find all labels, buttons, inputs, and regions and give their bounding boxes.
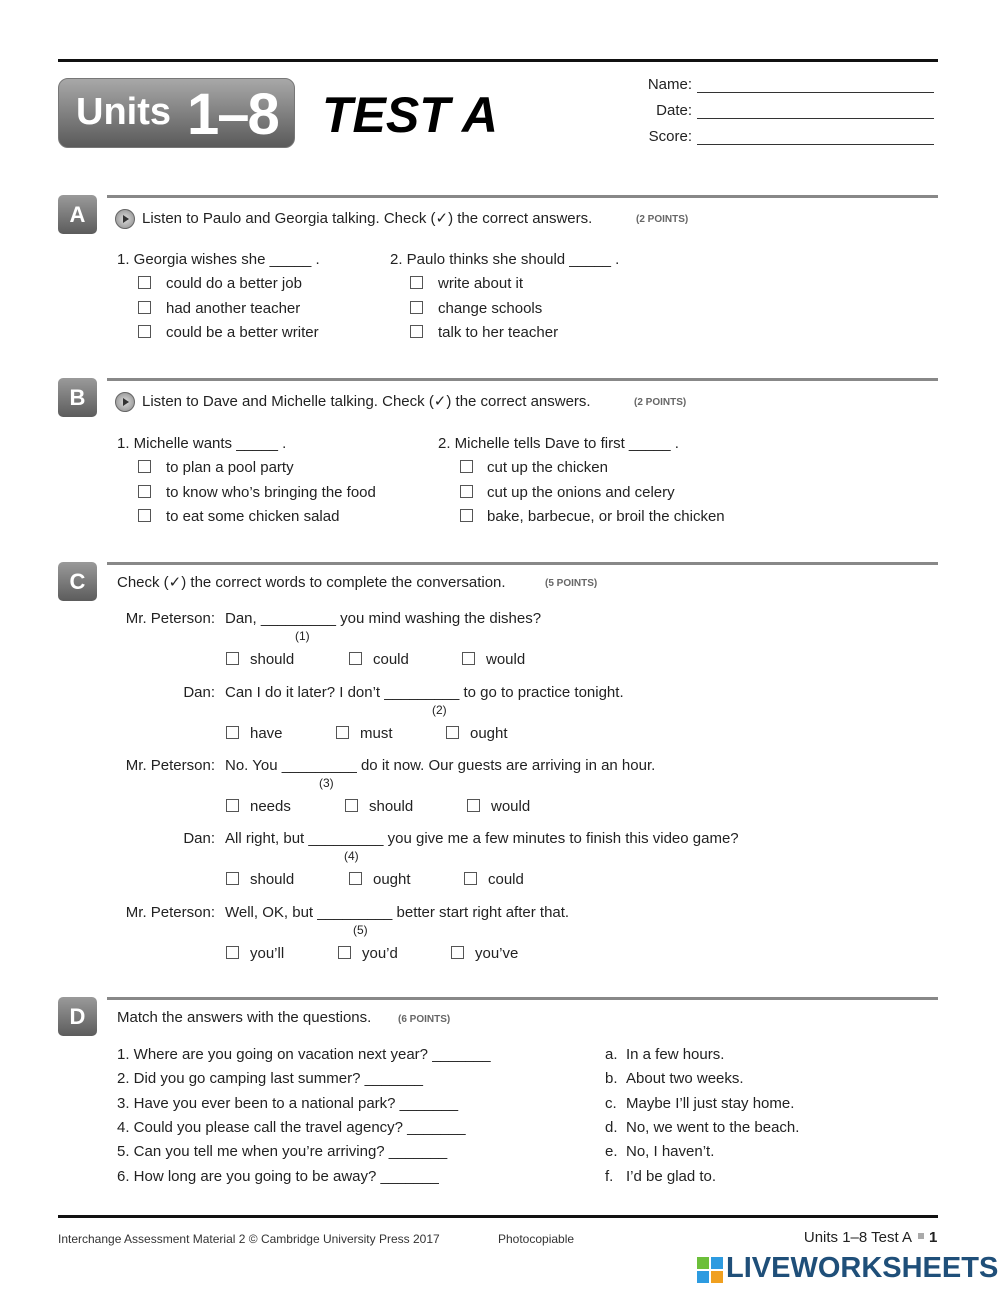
answer-letter: c. — [605, 1095, 617, 1112]
answer-option: should — [250, 651, 295, 668]
units-badge — [58, 78, 295, 148]
answer-option: could — [373, 651, 409, 668]
answer-checkbox[interactable] — [138, 301, 151, 314]
conversation-line: All right, but _________ you give me a few minutes to finish this video game? — [225, 830, 739, 847]
speaker-label: Dan: — [183, 830, 215, 847]
section-badge-d: D — [58, 997, 97, 1036]
answer-letter: e. — [605, 1143, 618, 1160]
section-points: (6 POINTS) — [398, 1014, 451, 1025]
answer-checkbox[interactable] — [451, 946, 464, 959]
match-answer: In a few hours. — [626, 1046, 725, 1063]
name-field[interactable] — [697, 92, 934, 93]
answer-option: have — [250, 725, 283, 742]
answer-option: had another teacher — [166, 300, 301, 317]
answer-option: to eat some chicken salad — [166, 508, 340, 525]
answer-option: bake, barbecue, or broil the chicken — [487, 508, 725, 525]
answer-checkbox[interactable] — [226, 799, 239, 812]
match-answer: No, we went to the beach. — [626, 1119, 800, 1136]
answer-option: could — [488, 871, 524, 888]
match-question: 1. Where are you going on vacation next year? _______ — [117, 1046, 491, 1063]
answer-checkbox[interactable] — [446, 726, 459, 739]
conversation-line: Can I do it later? I don’t _________ to go to practice tonight. — [225, 684, 624, 701]
conversation-line: Dan, _________ you mind washing the dishes? — [225, 610, 542, 627]
separator-square — [918, 1233, 924, 1239]
blank-number: (1) — [295, 629, 310, 643]
question-prompt: 1. Michelle wants _____ . — [117, 435, 287, 452]
units-word: Units — [76, 91, 171, 133]
units-range: 1–8 — [187, 82, 278, 147]
match-answer: Maybe I’ll just stay home. — [626, 1095, 795, 1112]
answer-checkbox[interactable] — [226, 946, 239, 959]
section-points: (2 POINTS) — [636, 214, 689, 225]
answer-checkbox[interactable] — [462, 652, 475, 665]
answer-letter: f. — [605, 1168, 614, 1185]
answer-option: needs — [250, 798, 291, 815]
score-field[interactable] — [697, 144, 934, 145]
section-instruction: Listen to Dave and Michelle talking. Check (✓) the correct answers. — [142, 393, 591, 410]
date-field[interactable] — [697, 118, 934, 119]
section-instruction: Check (✓) the correct words to complete the conversation. — [117, 574, 506, 591]
answer-option: talk to her teacher — [438, 324, 559, 341]
footer-rule — [58, 1215, 938, 1218]
copyright: Interchange Assessment Material 2 © Cambridge University Press 2017 — [58, 1232, 440, 1246]
match-question: 6. How long are you going to be away? _______ — [117, 1168, 439, 1185]
answer-option: ought — [470, 725, 508, 742]
match-answer: I’d be glad to. — [626, 1168, 717, 1185]
question-prompt: 2. Michelle tells Dave to first _____ . — [438, 435, 679, 452]
answer-checkbox[interactable] — [349, 652, 362, 665]
section-points: (5 POINTS) — [545, 578, 598, 589]
answer-checkbox[interactable] — [410, 276, 423, 289]
blank-number: (5) — [353, 923, 368, 937]
audio-play-icon[interactable] — [115, 209, 135, 229]
answer-checkbox[interactable] — [226, 872, 239, 885]
answer-checkbox[interactable] — [138, 509, 151, 522]
section-rule — [107, 195, 938, 198]
answer-option: cut up the chicken — [487, 459, 608, 476]
answer-checkbox[interactable] — [410, 301, 423, 314]
blank-number: (2) — [432, 703, 447, 717]
photocopiable: Photocopiable — [498, 1232, 575, 1246]
answer-letter: b. — [605, 1070, 618, 1087]
answer-option: must — [360, 725, 393, 742]
match-question: 3. Have you ever been to a national park? _______ — [117, 1095, 459, 1112]
answer-checkbox[interactable] — [138, 276, 151, 289]
section-instruction: Match the answers with the questions. — [117, 1009, 372, 1026]
match-question: 2. Did you go camping last summer? _______ — [117, 1070, 424, 1087]
answer-option: to plan a pool party — [166, 459, 294, 476]
speaker-label: Dan: — [183, 684, 215, 701]
section-instruction: Listen to Paulo and Georgia talking. Check (✓) the correct answers. — [142, 210, 593, 227]
conversation-line: Well, OK, but _________ better start right after that. — [225, 904, 570, 921]
answer-checkbox[interactable] — [410, 325, 423, 338]
section-points: (2 POINTS) — [634, 397, 687, 408]
section-rule — [107, 378, 938, 381]
section-rule — [107, 997, 938, 1000]
score-label: Score: — [648, 128, 692, 145]
answer-checkbox[interactable] — [467, 799, 480, 812]
answer-option: would — [486, 651, 526, 668]
match-question: 5. Can you tell me when you’re arriving? _______ — [117, 1143, 448, 1160]
answer-checkbox[interactable] — [138, 325, 151, 338]
answer-checkbox[interactable] — [226, 726, 239, 739]
answer-option: you’ll — [250, 945, 285, 962]
answer-checkbox[interactable] — [345, 799, 358, 812]
section-badge-a: A — [58, 195, 97, 234]
speaker-label: Mr. Peterson: — [125, 610, 215, 627]
top-rule — [58, 59, 938, 62]
answer-option: write about it — [438, 275, 524, 292]
speaker-label: Mr. Peterson: — [125, 757, 215, 774]
liveworksheets-logo: LIVEWORKSHEETS — [726, 1252, 999, 1284]
answer-checkbox[interactable] — [138, 460, 151, 473]
conversation-line: No. You _________ do it now. Our guests are arriving in an hour. — [225, 757, 656, 774]
answer-option: could be a better writer — [166, 324, 319, 341]
speaker-label: Mr. Peterson: — [125, 904, 215, 921]
audio-play-icon[interactable] — [115, 392, 135, 412]
answer-option: change schools — [438, 300, 543, 317]
page-number: 1 — [929, 1229, 938, 1246]
match-answer: No, I haven’t. — [626, 1143, 715, 1160]
test-title: TEST A — [322, 87, 498, 143]
match-question: 4. Could you please call the travel agency? _______ — [117, 1119, 466, 1136]
blank-number: (4) — [344, 849, 359, 863]
answer-checkbox[interactable] — [349, 872, 362, 885]
answer-checkbox[interactable] — [138, 485, 151, 498]
answer-option: should — [250, 871, 295, 888]
answer-letter: a. — [605, 1046, 618, 1063]
date-label: Date: — [656, 102, 692, 119]
answer-checkbox[interactable] — [336, 726, 349, 739]
question-prompt: 2. Paulo thinks she should _____ . — [390, 251, 620, 268]
answer-checkbox[interactable] — [338, 946, 351, 959]
answer-checkbox[interactable] — [460, 460, 473, 473]
section-badge-c: C — [58, 562, 97, 601]
answer-option: you’ve — [475, 945, 519, 962]
page-label: Units 1–8 Test A — [803, 1229, 912, 1246]
blank-number: (3) — [319, 776, 334, 790]
answer-letter: d. — [605, 1119, 618, 1136]
answer-option: would — [491, 798, 531, 815]
liveworksheets-logo-icon — [697, 1257, 723, 1283]
answer-checkbox[interactable] — [460, 509, 473, 522]
answer-option: should — [369, 798, 414, 815]
name-label: Name: — [647, 76, 692, 93]
match-answer: About two weeks. — [626, 1070, 744, 1087]
answer-checkbox[interactable] — [226, 652, 239, 665]
answer-option: you’d — [362, 945, 398, 962]
answer-checkbox[interactable] — [460, 485, 473, 498]
question-prompt: 1. Georgia wishes she _____ . — [117, 251, 320, 268]
answer-option: ought — [373, 871, 411, 888]
answer-option: cut up the onions and celery — [487, 484, 675, 501]
answer-option: to know who’s bringing the food — [166, 484, 376, 501]
answer-option: could do a better job — [166, 275, 302, 292]
answer-checkbox[interactable] — [464, 872, 477, 885]
section-rule — [107, 562, 938, 565]
section-badge-b: B — [58, 378, 97, 417]
